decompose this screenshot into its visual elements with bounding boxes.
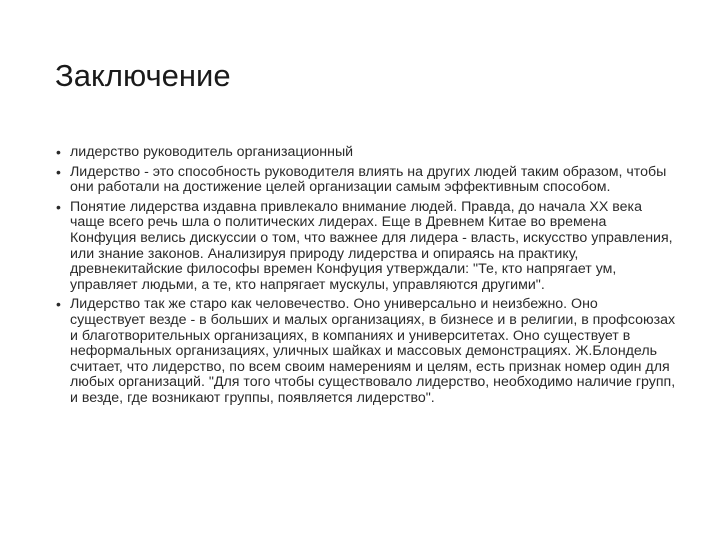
bullet-text: Понятие лидерства издавна привлекало внимание людей. Правда, до начала XX века чаще всего речь шла о политических лидерах. Еще в Древнем Китае во времена Конфуция велись дискуссии о том, что важнее для лидера - власть, искусство управления, или знание законов. Анализируя природу лидерства и опираясь на практику, древнекитайские философы времен Конфуция утверждали: "Те, кто напрягает ум, управляет людьми, а те, кто напрягает мускулы, управляются другими". bbox=[70, 198, 673, 293]
bullet-dot-icon: • bbox=[56, 163, 61, 180]
bullet-dot-icon: • bbox=[56, 198, 61, 215]
bullet-item bbox=[56, 165, 676, 196]
bullet-item bbox=[56, 200, 676, 294]
bullet-item bbox=[56, 145, 676, 161]
bullet-list bbox=[56, 145, 676, 411]
bullet-item bbox=[56, 297, 676, 406]
bullet-dot-icon: • bbox=[56, 144, 61, 160]
bullet-text: Лидерство - это способность руководителя влиять на других людей таким образом, чтобы они работали на достижение целей организации самым эффективным способом. bbox=[70, 163, 667, 196]
slide-title: Заключение bbox=[55, 58, 231, 93]
bullet-text: Лидерство так же старо как человечество. Оно универсально и неизбежно. Оно существует везде - в больших и малых организациях, в бизнесе и в религии, в профсоюзах и благотворительных организациях, в компаниях и университетах. Оно существует в неформальных организациях, уличных шайках и массовых демонстрациях. Ж.Блондель считает, что лидерство, по всем своим намерениям и целям, есть признак номер один для любых организаций. "Для того чтобы существовало лидерство, необходимо наличие групп, и везде, где возникают группы, появляется лидерство". bbox=[70, 296, 676, 406]
bullet-text: лидерство руководитель организационный bbox=[70, 144, 354, 160]
bullet-dot-icon: • bbox=[56, 296, 61, 313]
